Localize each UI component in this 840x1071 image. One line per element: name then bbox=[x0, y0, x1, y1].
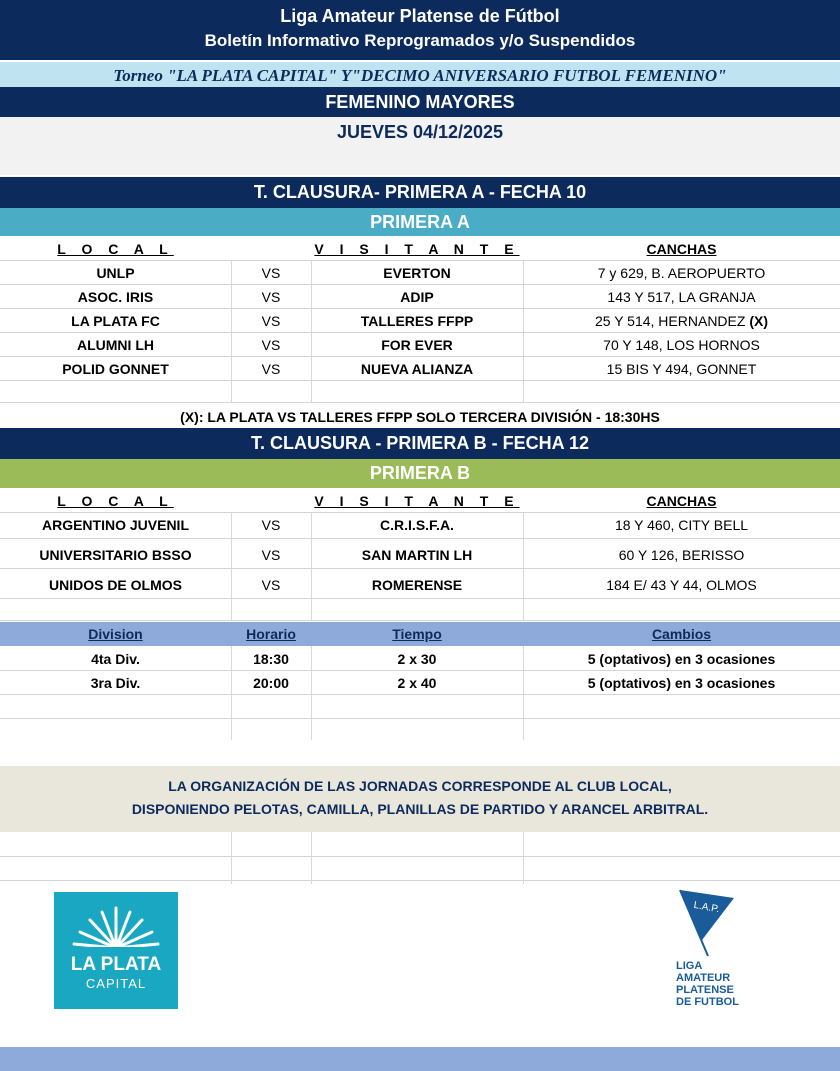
section-b-title: T. CLAUSURA - PRIMERA B - FECHA 12 bbox=[250, 433, 589, 453]
match-b3-vs: VS bbox=[261, 577, 281, 593]
notice-line2: DISPONIENDO PELOTAS, CAMILLA, PLANILLAS DE PARTIDO Y ARANCEL ARBITRAL. bbox=[131, 801, 709, 817]
schedule-tiempo-header: Tiempo bbox=[392, 626, 442, 642]
match-a2-cancha: 143 Y 517, LA GRANJA bbox=[607, 289, 756, 305]
match-a5-vs: VS bbox=[261, 361, 281, 377]
bulletin-title: Boletín Informativo Reprogramados y/o Suspendidos bbox=[204, 31, 636, 50]
section-a-title-band bbox=[0, 177, 840, 208]
match-a4-local: ALUMNI LH bbox=[77, 337, 154, 353]
match-b2-visitante: SAN MARTIN LH bbox=[361, 547, 473, 563]
torneo-band bbox=[0, 60, 840, 87]
match-b2-vs: VS bbox=[261, 547, 281, 563]
section-b-subtitle: PRIMERA B bbox=[369, 463, 471, 483]
schedule-row1-tiempo: 2 x 30 bbox=[397, 651, 437, 667]
match-a5-cancha: 15 BIS Y 494, GONNET bbox=[606, 361, 757, 377]
header-title-block bbox=[0, 0, 840, 60]
match-a5-visitante: NUEVA ALIANZA bbox=[360, 361, 474, 377]
footer-band bbox=[0, 1047, 840, 1071]
col-visitante-header-b: V I S I T A N T E bbox=[314, 493, 520, 509]
section-b-title-band bbox=[0, 428, 840, 459]
match-b3-cancha: 184 E/ 43 Y 44, OLMOS bbox=[606, 577, 757, 593]
section-a-subtitle-band bbox=[0, 208, 840, 236]
match-a5-local: POLID GONNET bbox=[62, 361, 169, 377]
logo-left-line2: CAPITAL bbox=[85, 976, 147, 991]
col-canchas-header: CANCHAS bbox=[646, 241, 717, 257]
match-a1-visitante: EVERTON bbox=[383, 265, 451, 281]
match-a4-visitante: FOR EVER bbox=[381, 337, 453, 353]
col-local-header: L O C A L bbox=[57, 241, 174, 257]
schedule-row2-horario: 20:00 bbox=[253, 675, 289, 691]
match-b1-cancha: 18 Y 460, CITY BELL bbox=[614, 517, 749, 533]
schedule-row2-cambios: 5 (optativos) en 3 ocasiones bbox=[587, 675, 776, 691]
match-a2-visitante: ADIP bbox=[400, 289, 434, 305]
league-name: Liga Amateur Platense de Fútbol bbox=[280, 6, 560, 26]
logo-left-line1: LA PLATA bbox=[70, 954, 162, 975]
match-a1-vs: VS bbox=[261, 265, 281, 281]
match-a1-local: UNLP bbox=[96, 265, 135, 281]
schedule-cambios-header: Cambios bbox=[651, 626, 712, 642]
lap-logo bbox=[672, 888, 772, 1018]
match-a3-cancha-cell bbox=[523, 313, 840, 329]
match-b2-local: UNIVERSITARIO BSSO bbox=[39, 547, 192, 563]
match-b3-visitante: ROMERENSE bbox=[371, 577, 463, 593]
col-visitante-header: V I S I T A N T E bbox=[314, 241, 520, 257]
schedule-row1-division: 4ta Div. bbox=[91, 651, 140, 667]
lap-line4: DE FUTBOL bbox=[676, 996, 739, 1008]
schedule-row2-division: 3ra Div. bbox=[90, 675, 141, 691]
lap-flag-text: L.A.P. bbox=[692, 899, 721, 916]
lap-text-block bbox=[676, 960, 739, 1008]
section-a-title: T. CLAUSURA- PRIMERA A - FECHA 10 bbox=[253, 182, 587, 202]
schedule-horario-header: Horario bbox=[246, 626, 296, 642]
match-a3-visitante: TALLERES FFPP bbox=[360, 313, 474, 329]
schedule-row1-cambios: 5 (optativos) en 3 ocasiones bbox=[587, 651, 776, 667]
col-local-header-b: L O C A L bbox=[57, 493, 174, 509]
section-b-subtitle-band bbox=[0, 459, 840, 488]
pennant-flag-icon bbox=[672, 888, 772, 958]
date-band bbox=[0, 117, 840, 175]
match-b2-cancha: 60 Y 126, BERISSO bbox=[618, 547, 745, 563]
col-canchas-header-b: CANCHAS bbox=[646, 493, 717, 509]
match-a3-mark: (X) bbox=[749, 313, 768, 329]
lap-line3: PLATENSE bbox=[676, 984, 734, 996]
match-b1-vs: VS bbox=[261, 517, 281, 533]
lap-line2: AMATEUR bbox=[676, 972, 731, 984]
match-a3-cancha: 25 Y 514, HERNANDEZ bbox=[594, 313, 746, 329]
section-a-note: (X): LA PLATA VS TALLERES FFPP SOLO TERCERA DIVISIÓN - 18:30HS bbox=[180, 409, 660, 425]
match-date: JUEVES 04/12/2025 bbox=[336, 122, 504, 142]
match-a2-vs: VS bbox=[261, 289, 281, 305]
schedule-row1-horario: 18:30 bbox=[253, 651, 289, 667]
match-b1-local: ARGENTINO JUVENIL bbox=[41, 517, 189, 533]
sun-rays-icon bbox=[54, 900, 178, 960]
match-a3-vs: VS bbox=[261, 313, 281, 329]
match-b1-visitante: C.R.I.S.F.A. bbox=[380, 517, 454, 533]
notice-line1: LA ORGANIZACIÓN DE LAS JORNADAS CORRESPONDE AL CLUB LOCAL, bbox=[168, 778, 672, 794]
category-band bbox=[0, 87, 840, 117]
notice-band bbox=[0, 766, 840, 832]
match-a4-vs: VS bbox=[261, 337, 281, 353]
match-a3-local: LA PLATA FC bbox=[71, 313, 160, 329]
la-plata-capital-logo bbox=[54, 892, 178, 1009]
match-a4-cancha: 70 Y 148, LOS HORNOS bbox=[603, 337, 760, 353]
category-title: FEMENINO MAYORES bbox=[325, 92, 515, 112]
match-a1-cancha: 7 y 629, B. AEROPUERTO bbox=[597, 265, 766, 281]
match-a2-local: ASOC. IRIS bbox=[77, 289, 154, 305]
schedule-row2-tiempo: 2 x 40 bbox=[397, 675, 437, 691]
match-b3-local: UNIDOS DE OLMOS bbox=[48, 577, 182, 593]
schedule-division-header: Division bbox=[88, 626, 143, 642]
torneo-title: Torneo "LA PLATA CAPITAL" Y"DECIMO ANIVERSARIO FUTBOL FEMENINO" bbox=[113, 66, 727, 85]
lap-line1: LIGA bbox=[676, 960, 703, 972]
section-a-subtitle: PRIMERA A bbox=[370, 212, 470, 232]
